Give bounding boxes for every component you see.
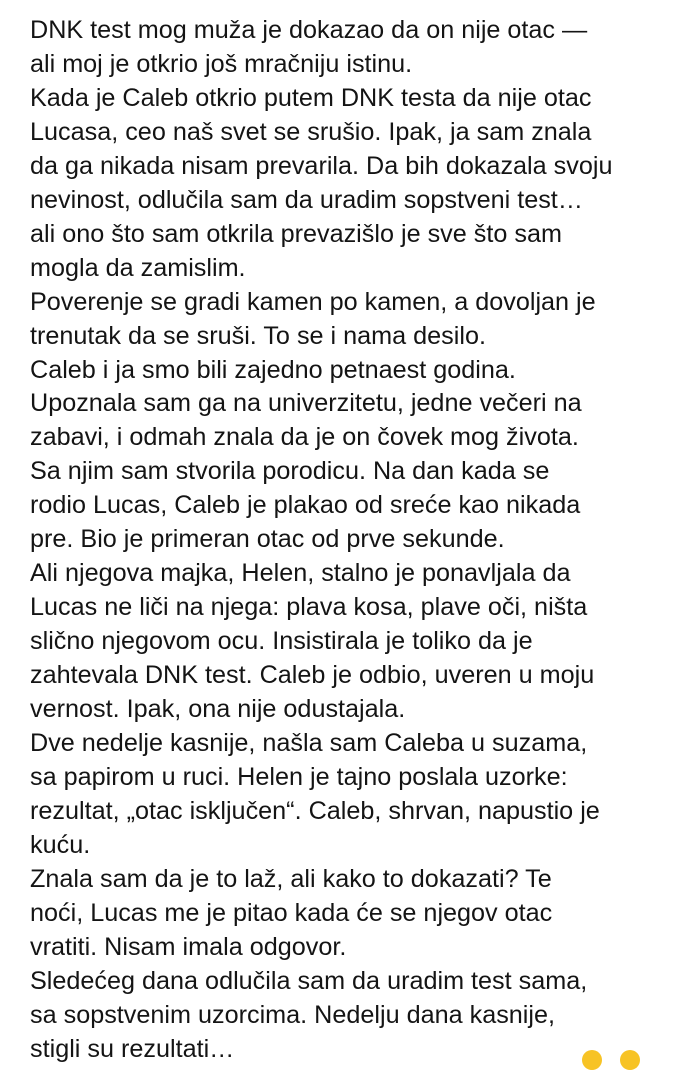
post-line: trenutak da se sruši. To se i nama desilo. (30, 321, 486, 350)
post-line: kuću. (30, 830, 91, 859)
post-line: zahtevala DNK test. Caleb je odbio, uveren u moju (30, 661, 595, 690)
post-line: Poverenje se gradi kamen po kamen, a dovoljan je (30, 287, 596, 316)
post-line: slično njegovom ocu. Insistirala je toliko da je (30, 627, 533, 656)
post-line: stigli su rezultati… (30, 1034, 235, 1063)
post-line: ali moj je otkrio još mračniju istinu. (30, 49, 413, 78)
post-line: da ga nikada nisam prevarila. Da bih dokazala svoju (30, 151, 613, 180)
post-line: noći, Lucas me je pitao kada će se njegov otac (30, 898, 553, 927)
post-line: zabavi, i odmah znala da je on čovek mog života. (30, 423, 579, 452)
post-line: Lucasa, ceo naš svet se srušio. Ipak, ja sam znala (30, 117, 592, 146)
post-text (30, 14, 680, 1067)
reaction-emoji-icon[interactable] (620, 1050, 640, 1070)
post-line: rodio Lucas, Caleb je plakao od sreće kao nikada (30, 491, 581, 520)
post-line: nevinost, odlučila sam da uradim sopstveni test… (30, 185, 583, 214)
post-line: rezultat, „otac isključen“. Caleb, shrvan, napustio je (30, 796, 600, 825)
reaction-emoji-icon[interactable] (582, 1050, 602, 1070)
post-line: ali ono što sam otkrila prevazišlo je sve što sam (30, 219, 562, 248)
post-line: DNK test mog muža je dokazao da on nije otac — (30, 16, 588, 44)
post-line: Lucas ne liči na njega: plava kosa, plave oči, ništa (30, 593, 588, 622)
post-line: vratiti. Nisam imala odgovor. (30, 932, 347, 961)
post-line: vernost. Ipak, ona nije odustajala. (30, 695, 406, 724)
post-line: Sa njim sam stvorila porodicu. Na dan kada se (30, 457, 550, 486)
post-line: Dve nedelje kasnije, našla sam Caleba u suzama, (30, 729, 588, 758)
post-line: Kada je Caleb otkrio putem DNK testa da nije otac (30, 83, 592, 112)
post-line: sa papirom u ruci. Helen je tajno poslala uzorke: (30, 762, 568, 791)
post-line: pre. Bio je primeran otac od prve sekunde. (30, 525, 505, 554)
post-line: Sledećeg dana odlučila sam da uradim test sama, (30, 966, 588, 995)
post-line: Znala sam da je to laž, ali kako to dokazati? Te (30, 864, 552, 893)
post-line: Upoznala sam ga na univerzitetu, jedne večeri na (30, 389, 582, 418)
post-line: mogla da zamislim. (30, 253, 246, 282)
post-line: Caleb i ja smo bili zajedno petnaest godina. (30, 355, 516, 384)
post-line: Ali njegova majka, Helen, stalno je ponavljala da (30, 559, 571, 588)
post-line: sa sopstvenim uzorcima. Nedelju dana kasnije, (30, 1000, 556, 1029)
